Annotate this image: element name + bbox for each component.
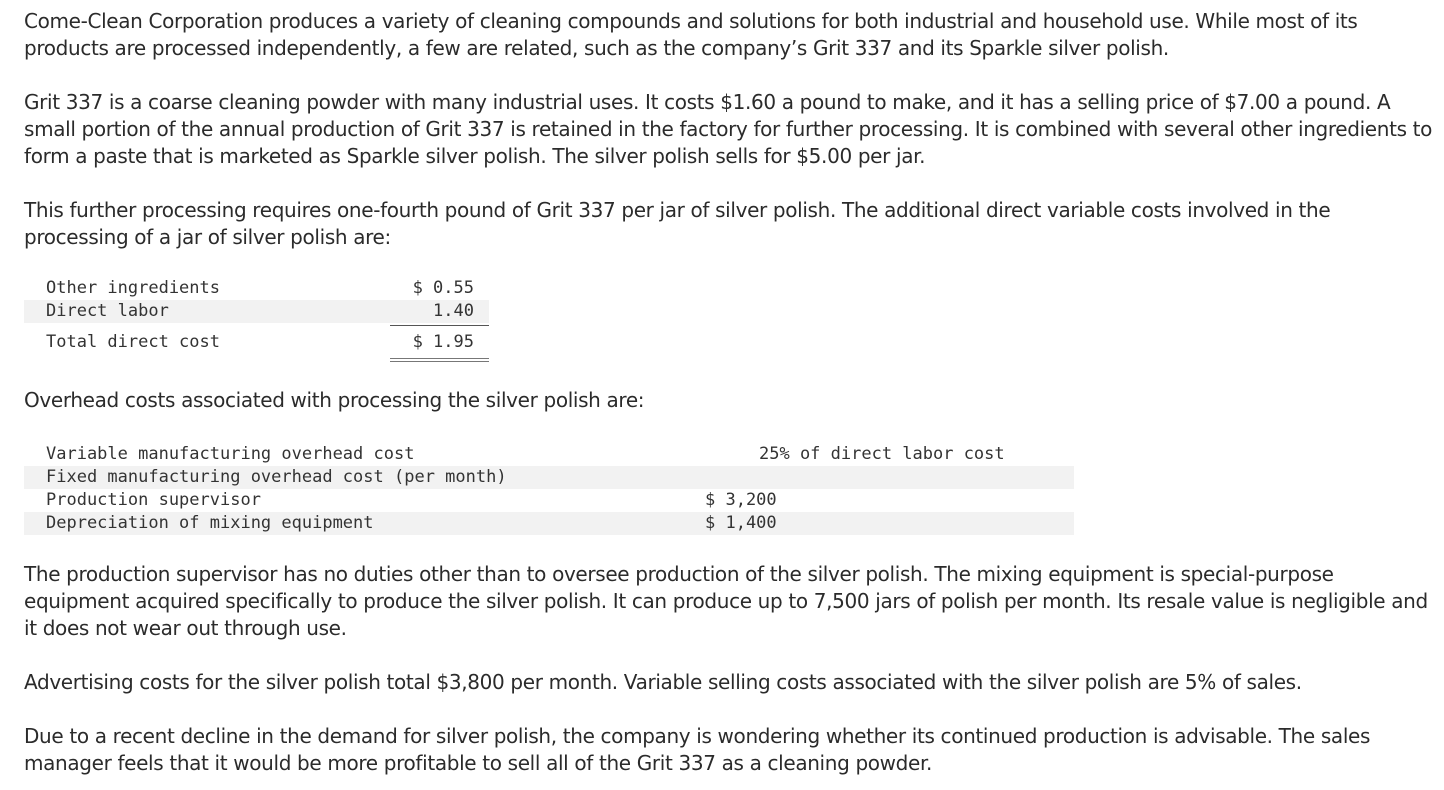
table-row (24, 277, 489, 300)
overhead-cost-table (24, 443, 1074, 535)
table-row (24, 489, 1074, 512)
subtotal-rule (390, 325, 489, 326)
cost-amount: 1.40 (433, 301, 474, 321)
supervisor-paragraph: The production supervisor has no duties other than to oversee production of the silver polish. The mixing equipment is special-purpose equipment acquired specifically to produce the silver polish. It can produce up to 7,500 jars of polish per month. Its resale value is negligible and it does not wear out through use. (24, 562, 1428, 640)
advertising-paragraph: Advertising costs for the silver polish total $3,800 per month. Variable selling costs associated with the silver polish are 5% of sales. (24, 670, 1302, 694)
overhead-intro-paragraph: Overhead costs associated with processing the silver polish are: (24, 388, 645, 412)
total-double-rule (390, 358, 489, 362)
overhead-label: Variable manufacturing overhead cost (46, 444, 415, 464)
table-row (24, 300, 489, 323)
further-processing-paragraph: This further processing requires one-fourth pound of Grit 337 per jar of silver polish. The additional direct variable costs involved in the processing of a jar of silver polish are: (24, 198, 1331, 249)
intro-paragraph: Come-Clean Corporation produces a variety of cleaning compounds and solutions for both industrial and household use. While most of its products are processed independently, a few are related, such as the company’s Grit 337 and its Sparkle silver polish. (24, 9, 1358, 60)
direct-cost-table (24, 277, 489, 354)
decline-paragraph: Due to a recent decline in the demand for silver polish, the company is wondering whether its continued production is advisable. The sales manager feels that it would be more profitable to sell all of the Grit 337 as a cleaning powder. (24, 724, 1371, 775)
cost-amount: $ 0.55 (412, 278, 474, 298)
table-row (24, 466, 1074, 489)
overhead-value: 25% of direct labor cost (759, 444, 1005, 464)
table-row (24, 443, 1074, 466)
overhead-value: $ 1,400 (705, 513, 777, 533)
cost-label: Other ingredients (46, 278, 220, 298)
overhead-value: $ 3,200 (705, 490, 777, 510)
overhead-label: Fixed manufacturing overhead cost (per month) (46, 467, 507, 487)
total-label: Total direct cost (46, 332, 220, 352)
table-row (24, 512, 1074, 535)
total-row (24, 331, 489, 354)
cost-label: Direct labor (46, 301, 169, 321)
overhead-label: Production supervisor (46, 490, 261, 510)
overhead-label: Depreciation of mixing equipment (46, 513, 374, 533)
grit-description-paragraph: Grit 337 is a coarse cleaning powder with many industrial uses. It costs $1.60 a pound to make, and it has a selling price of $7.00 a pound. A small portion of the annual production of Grit 337 is retained in the factory for further processing. It is combined with several other ingredients to form a paste that is marketed as Sparkle silver polish. The silver polish sells for $5.00 per jar. (24, 90, 1433, 168)
total-amount: $ 1.95 (412, 332, 474, 352)
